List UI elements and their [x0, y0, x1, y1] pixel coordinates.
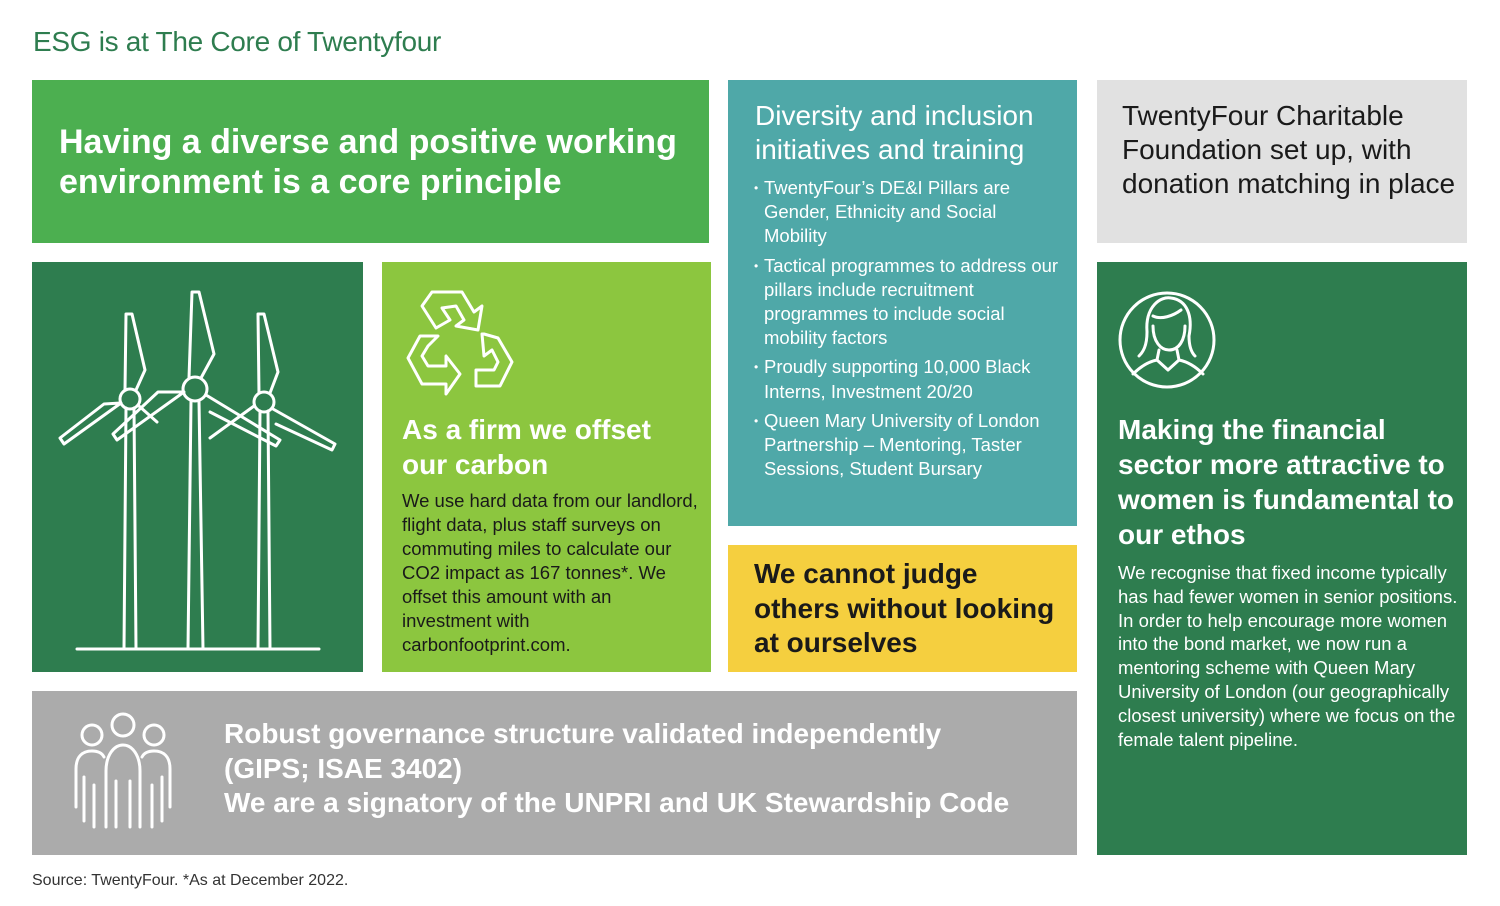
working-environment-tile: [32, 80, 709, 243]
diversity-bullet: • Tactical programmes to address our pillars include recruitment programmes to include social mobility factors: [754, 254, 1064, 351]
charitable-foundation-tile: [1097, 80, 1467, 243]
judge-tile: [728, 545, 1077, 672]
charitable-foundation-text: TwentyFour Charitable Foundation set up, with donation matching in place: [1122, 100, 1456, 199]
page-title: ESG is at The Core of Twentyfour: [33, 26, 442, 57]
governance-line-2: (GIPS; ISAE 3402): [224, 752, 463, 784]
governance-tile: [32, 691, 1077, 855]
women-in-finance-tile: [1097, 262, 1467, 855]
woman-icon: [1117, 286, 1217, 392]
governance-text: [224, 717, 1064, 821]
carbon-offset-heading: As a firm we offset our carbon: [402, 414, 651, 480]
women-in-finance-heading: Making the financial sector more attractive to women is fundamental to our ethos: [1118, 414, 1455, 550]
diversity-bullet-list: [754, 176, 1064, 486]
governance-line-3: We are a signatory of the UNPRI and UK Stewardship Code: [224, 787, 1010, 818]
diversity-bullet: • TwentyFour’s DE&I Pillars are Gender, Ethnicity and Social Mobility: [754, 176, 1064, 249]
diversity-heading: Diversity and inclusion initiatives and training: [755, 100, 1034, 165]
recycle-icon: [398, 286, 518, 398]
carbon-offset-body: We use hard data from our landlord, flight data, plus staff surveys on commuting miles to calculate our CO2 impact as 167 tonnes*. We offset this amount with an investment with carbonfootprint.com.: [402, 490, 698, 655]
governance-line-1: Robust governance structure validated independently: [224, 718, 942, 749]
working-environment-text: Having a diverse and positive working environment is a core principle: [59, 123, 677, 201]
carbon-offset-tile: [382, 262, 711, 672]
women-in-finance-body: We recognise that fixed income typically has had fewer women in senior positions. In order to help encourage more women into the bond market, we now run a mentoring scheme with Queen Mary University of London (our geographically closest university) where we focus on the female talent pipeline.: [1118, 562, 1458, 750]
diversity-bullet: • Proudly supporting 10,000 Black Interns, Investment 20/20: [754, 355, 1064, 403]
diversity-bullet: • Queen Mary University of London Partnership – Mentoring, Taster Sessions, Student Bursary: [754, 409, 1064, 482]
wind-turbine-icon: [32, 262, 363, 672]
diversity-tile: [728, 80, 1077, 526]
people-group-icon: [70, 711, 176, 831]
judge-text: We cannot judge others without looking at ourselves: [754, 558, 1055, 658]
source-note: Source: TwentyFour. *As at December 2022.: [32, 872, 349, 889]
wind-turbine-tile: [32, 262, 363, 672]
